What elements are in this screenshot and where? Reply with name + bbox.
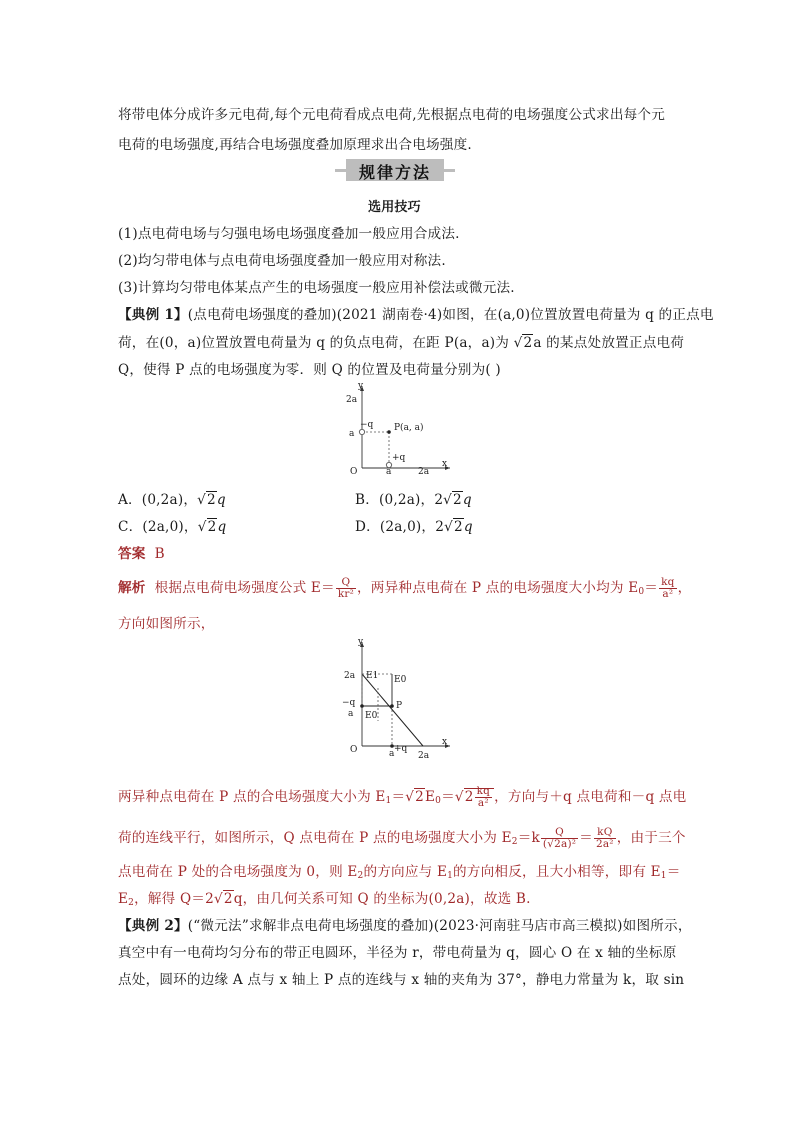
analysis-line-2: 方向如图所示， bbox=[118, 616, 215, 632]
sqrt-symbol: √2 bbox=[197, 492, 216, 508]
point-p-dot bbox=[390, 704, 394, 708]
formula-fraction bbox=[594, 827, 616, 850]
fig2-e0-bottom-label: E0 bbox=[365, 711, 378, 721]
fig1-x-tick-2a: 2a bbox=[418, 467, 430, 476]
fraction-denominator: (√2a)² bbox=[542, 838, 577, 850]
analysis-l1-d: ， bbox=[677, 580, 692, 596]
fig1-neg-charge-label: −q bbox=[360, 420, 374, 430]
subscript: 1 bbox=[385, 796, 392, 806]
sqrt-radicand: 2 bbox=[523, 335, 533, 351]
fig2-x-label: x bbox=[442, 737, 448, 747]
analysis-l5-d: ＝ bbox=[666, 864, 681, 880]
analysis-l1-c: ＝ bbox=[644, 580, 659, 596]
example2-line1-text: (“微元法”求解非点电荷电场强度的叠加)(2023·河南驻马店市高三模拟)如图所示， bbox=[187, 918, 692, 934]
fraction-numerator: kq bbox=[661, 576, 675, 588]
analysis-l3-d: ＝ bbox=[441, 789, 455, 805]
analysis-label: 解析 bbox=[118, 580, 146, 596]
fraction-numerator: Q bbox=[541, 827, 578, 839]
fig2-y-label: y bbox=[358, 637, 364, 647]
analysis-l3-a: 两异种点电荷在 P 点的合电场强度大小为 E bbox=[118, 789, 386, 805]
negative-charge-dot bbox=[359, 429, 364, 434]
subscript: 0 bbox=[435, 796, 442, 806]
subscript: 2 bbox=[357, 871, 364, 881]
analysis-l3-c: E bbox=[425, 789, 436, 805]
fraction-denominator: kr² bbox=[337, 588, 355, 600]
fig2-e1-label: E1 bbox=[366, 671, 379, 681]
sqrt-symbol: √2 bbox=[513, 335, 533, 351]
sqrt-radicand bbox=[464, 785, 494, 809]
fig2-x-tick-a: a bbox=[389, 749, 395, 759]
analysis-line-5 bbox=[118, 860, 681, 881]
subscript: 2 bbox=[511, 837, 518, 847]
example1-line2-a: 荷，在(0，a)位置放置电荷量为 q 的负点电荷，在距 P(a，a)为 bbox=[118, 335, 514, 351]
fraction-denominator: a² bbox=[477, 797, 489, 809]
figure-2 bbox=[338, 636, 458, 766]
sqrt-symbol: √2 bbox=[444, 519, 463, 535]
option-c-label: C．(2a,0)， bbox=[118, 519, 198, 535]
example1-line-2 bbox=[118, 331, 684, 351]
fraction-denominator: 2a² bbox=[595, 838, 614, 850]
subscript: 1 bbox=[660, 871, 667, 881]
analysis-l6-a: E bbox=[118, 891, 129, 907]
analysis-line-3 bbox=[118, 785, 686, 809]
option-c-tail: q bbox=[217, 519, 227, 535]
option-b-coef: 2 bbox=[434, 492, 444, 508]
fraction-denominator: a² bbox=[662, 588, 674, 600]
section-banner bbox=[330, 159, 460, 181]
option-d-coef: 2 bbox=[435, 519, 445, 535]
analysis-l1-b: ，两异种点电荷在 P 点的电场强度大小均为 E bbox=[357, 580, 639, 596]
fig2-y-tick-a: a bbox=[348, 709, 354, 719]
point-p-dot bbox=[387, 430, 391, 434]
analysis-line-1 bbox=[118, 576, 691, 600]
analysis-l4-a: 荷的连线平行，如图所示，Q 点电荷在 P 点的电场强度大小为 E bbox=[118, 830, 512, 846]
example2-line-2: 真空中有一电荷均匀分布的带正电圆环，半径为 r，带电荷量为 q，圆心 O 在 x 轴的坐标原 bbox=[118, 945, 677, 961]
sqrt-symbol: √2 bbox=[213, 891, 233, 907]
formula-fraction bbox=[541, 827, 578, 850]
analysis-l5-a: 点电荷在 P 处的合电场强度为 0，则 E bbox=[118, 864, 358, 880]
sqrt-radicand: 2 bbox=[415, 789, 424, 805]
option-d[interactable] bbox=[355, 515, 473, 535]
answer-label: 答案 bbox=[118, 546, 146, 562]
sqrt-radicand: 2 bbox=[207, 492, 216, 508]
fig2-pos-charge-label: +q bbox=[394, 744, 408, 754]
option-a[interactable] bbox=[118, 488, 226, 508]
fig1-origin: O bbox=[350, 467, 358, 476]
option-d-label: D．(2a,0)， bbox=[355, 519, 436, 535]
answer-value: B bbox=[154, 546, 165, 562]
option-b-tail: q bbox=[462, 492, 472, 508]
intro-line-1: 将带电体分成许多元电荷,每个元电荷看成点电荷,先根据点电荷的电场强度公式求出每个元 bbox=[118, 107, 665, 123]
analysis-l4-b: ＝k bbox=[517, 830, 540, 846]
intro-line-2: 电荷的电场强度,再结合电场强度叠加原理求出合电场强度. bbox=[118, 137, 472, 153]
fig1-x-tick-a: a bbox=[386, 467, 392, 476]
fig1-y-tick-2a: 2a bbox=[346, 395, 358, 405]
tip-item-2: (2)均匀带电体与点电荷电场强度叠加一般应用对称法. bbox=[118, 253, 446, 269]
formula-fraction bbox=[336, 577, 356, 600]
analysis-l5-c: 的方向相反，且大小相等，即有 E bbox=[453, 864, 661, 880]
fig1-pos-charge-label: +q bbox=[392, 453, 406, 463]
sqrt-symbol: √2 bbox=[197, 519, 217, 535]
fig1-y-label: y bbox=[358, 381, 364, 391]
sqrt-symbol: √2 bbox=[443, 492, 462, 508]
option-b[interactable] bbox=[355, 488, 472, 508]
example2-line-3: 点处，圆环的边缘 A 点与 x 轴上 P 点的连线与 x 轴的夹角为 37°，静电力常量为 k，取 sin bbox=[118, 972, 685, 988]
fig2-x-tick-2a: 2a bbox=[418, 751, 430, 761]
fig2-point-p-label: P bbox=[396, 701, 403, 711]
example1-line1-text: (点电荷电场强度的叠加)(2021 湖南卷·4)如图，在(a,0)位置放置电荷量为 q 的正点电 bbox=[187, 307, 714, 323]
fig2-origin: O bbox=[350, 745, 358, 755]
diagonal-line bbox=[362, 674, 423, 746]
banner-title: 规律方法 bbox=[358, 163, 431, 182]
tip-item-1: (1)点电荷电场与匀强电场电场强度叠加一般应用合成法. bbox=[118, 226, 460, 242]
analysis-l5-b: 的方向应与 E bbox=[363, 864, 448, 880]
subscript: 0 bbox=[638, 587, 645, 597]
sqrt-radicand: 2 bbox=[207, 519, 217, 535]
option-b-label: B．(0,2a)， bbox=[355, 492, 435, 508]
fraction-numerator: kQ bbox=[594, 827, 616, 839]
example1-tag: 【典例 1】 bbox=[118, 307, 188, 323]
tips-heading: 选用技巧 bbox=[368, 200, 421, 215]
analysis-l4-d: ，由于三个 bbox=[616, 830, 686, 846]
example2-line-1 bbox=[118, 914, 692, 934]
fig2-neg-charge-label: −q bbox=[342, 698, 356, 708]
sqrt-radicand: 2 bbox=[223, 891, 233, 907]
figure-1 bbox=[338, 380, 458, 476]
fraction-numerator: Q bbox=[336, 577, 356, 589]
sqrt-radicand: 2 bbox=[453, 492, 462, 508]
fig1-x-label: x bbox=[442, 459, 448, 469]
sqrt-symbol: √2 $\frac{kq}{\text{a²}}$ bbox=[455, 786, 494, 809]
negative-charge-dot bbox=[360, 704, 364, 708]
fraction-numerator: kq bbox=[476, 785, 491, 797]
example1-line-3: Q，使得 P 点的电场强度为零．则 Q 的位置及电荷量分别为( ) bbox=[118, 362, 501, 378]
analysis-line-6 bbox=[118, 887, 531, 908]
fig1-y-tick-a: a bbox=[349, 429, 355, 439]
analysis-l6-c: q，由几何关系可知 Q 的坐标为(0,2a)，故选 B. bbox=[233, 891, 531, 907]
formula-fraction bbox=[475, 786, 492, 809]
fig2-y-tick-2a: 2a bbox=[344, 671, 356, 681]
formula-fraction bbox=[659, 577, 676, 600]
example1-line-1 bbox=[118, 303, 714, 323]
sqrt-radicand: 2 bbox=[453, 519, 463, 535]
analysis-l6-b: ，解得 Q＝2 bbox=[134, 891, 214, 907]
example1-line2-b: a 的某点处放置正点电荷 bbox=[533, 335, 685, 351]
sqrt-inner: 2 bbox=[464, 789, 474, 805]
analysis-line-4 bbox=[118, 826, 686, 850]
sqrt-symbol: √2 bbox=[405, 789, 424, 805]
option-d-tail: q bbox=[463, 519, 473, 535]
option-a-label: A．(0,2a)， bbox=[118, 492, 198, 508]
option-a-tail: q bbox=[216, 492, 226, 508]
subscript: 1 bbox=[447, 871, 454, 881]
analysis-l4-c: ＝ bbox=[579, 830, 593, 846]
analysis-l3-b: ＝ bbox=[391, 789, 406, 805]
answer-line bbox=[118, 542, 165, 562]
analysis-l3-e: ，方向与＋q 点电荷和－q 点电 bbox=[494, 789, 687, 805]
fig2-e0-top-label: E0 bbox=[394, 675, 407, 685]
example2-tag: 【典例 2】 bbox=[118, 918, 188, 934]
option-c[interactable] bbox=[118, 515, 226, 535]
fig1-point-p-label: P(a, a) bbox=[394, 423, 424, 433]
subscript: 2 bbox=[128, 898, 135, 908]
tip-item-3: (3)计算均匀带电体某点产生的电场强度一般应用补偿法或微元法. bbox=[118, 280, 515, 296]
analysis-l1-a: 根据点电荷电场强度公式 E＝ bbox=[154, 580, 335, 596]
